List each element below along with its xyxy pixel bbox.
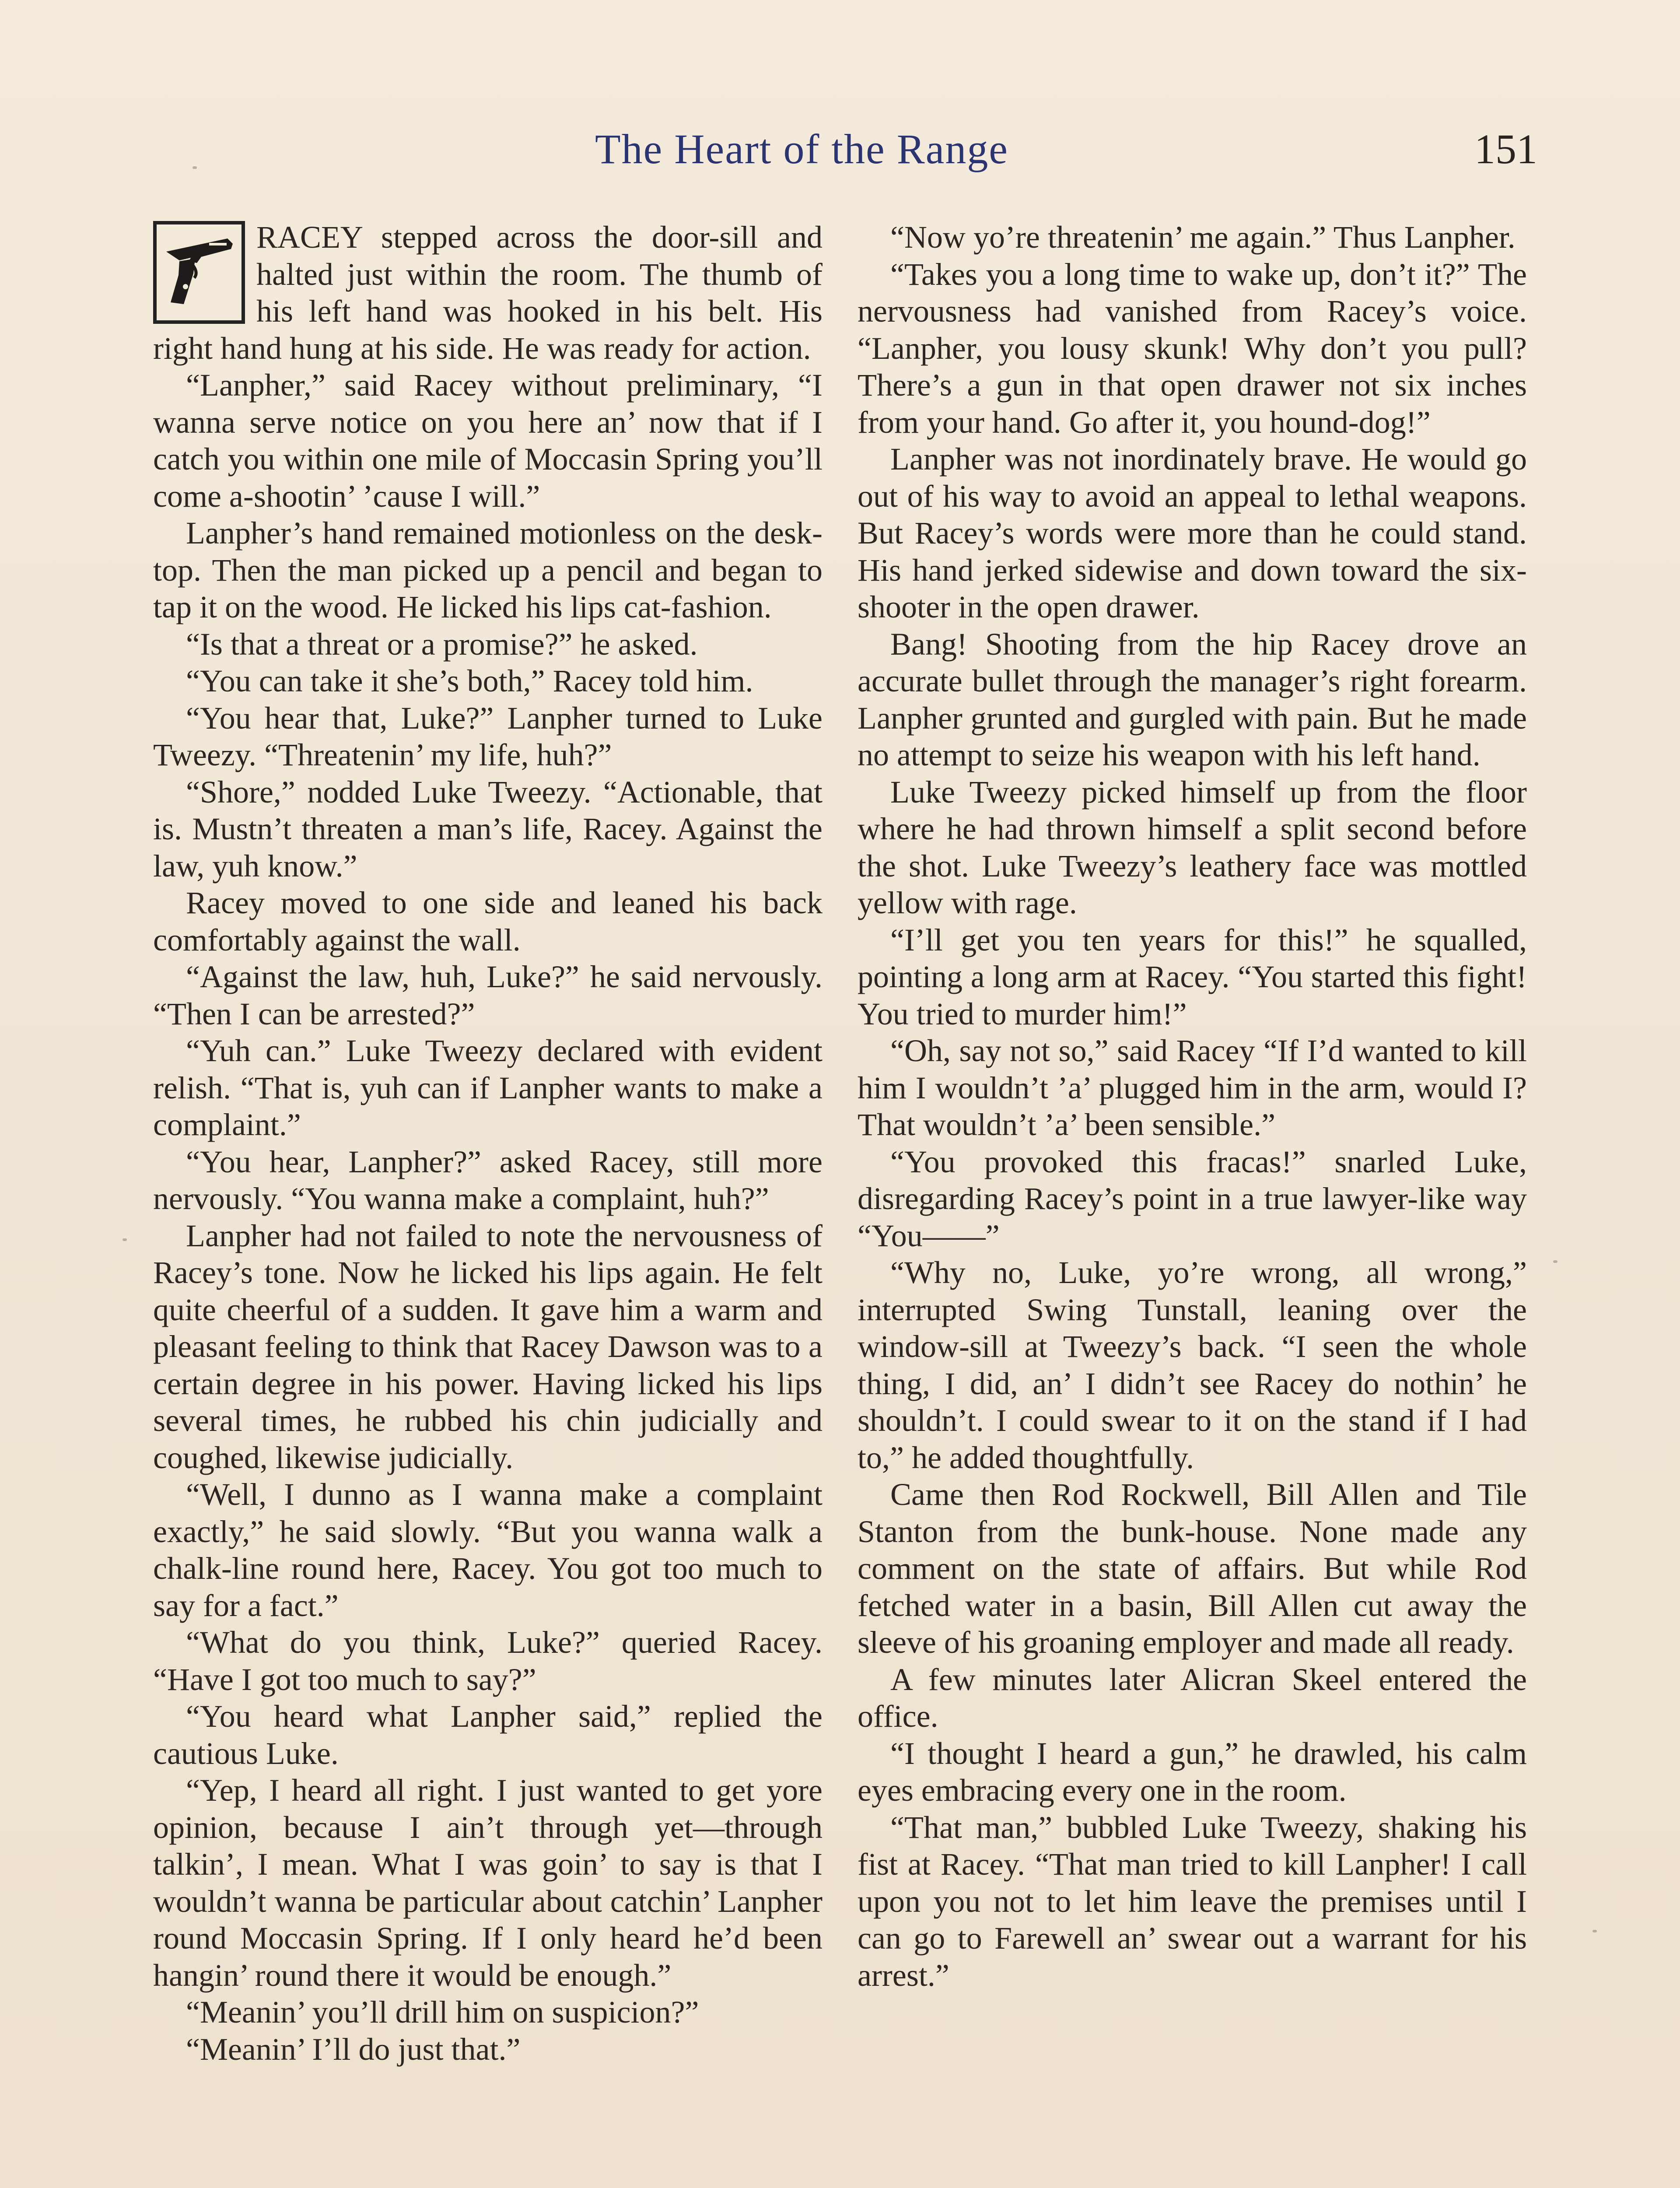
paragraph: Lanpher’s hand remained motionless on the desk-top. Then the man picked up a pencil and began to tap it on the wood. He licked his lips cat-fashion. [153, 515, 822, 624]
revolver-icon [153, 221, 245, 324]
paper-speck [122, 1238, 127, 1241]
paragraph: “That man,” bubbled Luke Tweezy, shaking his fist at Racey. “That man tried to kill Lanpher! I call upon you not to let him leave the premises until I can go to Farewell an’ swear out a warrant for his arrest.” [858, 1809, 1527, 1993]
right-column [858, 219, 1527, 1994]
paragraph: “Well, I dunno as I wanna make a complaint exactly,” he said slowly. “But you wanna walk a chalk-line round here, Racey. You got too much to say for a fact.” [153, 1477, 822, 1623]
paper-speck [1553, 1260, 1558, 1263]
paragraph: “You hear that, Luke?” Lanpher turned to Luke Tweezy. “Threatenin’ my life, huh?” [153, 700, 822, 772]
paragraph: Bang! Shooting from the hip Racey drove an accurate bullet through the manager’s right forearm. Lanpher grunted and gurgled with pain. But he made no attempt to seize his weapon with his left hand. [858, 626, 1527, 772]
paragraph: Lanpher had not failed to note the nervousness of Racey’s tone. Now he licked his lips again. He felt quite cheerful of a sudden. It gave him a warm and pleasant feeling to think that Racey Dawson was to a certain degree in his power. Having licked his lips several times, he rubbed his chin judicially and coughed, likewise judicially. [153, 1218, 822, 1475]
paragraph: “You can take it she’s both,” Racey told him. [186, 663, 753, 698]
paragraph: “Takes you a long time to wake up, don’t it?” The nervousness had vanished from Racey’s voice. “Lanpher, you lousy skunk! Why don’t you pull? There’s a gun in that open drawer not six inches from your hand. Go after it, you hound-dog!” [858, 256, 1527, 440]
running-title: The Heart of the Range [595, 126, 1008, 172]
paragraph: Racey moved to one side and leaned his back comfortably against the wall. [153, 885, 822, 957]
paragraph: “Lanpher,” said Racey without preliminary, “I wanna serve notice on you here an’ now that if I catch you within one mile of Moccasin Spring you’ll come a-shootin’ ’cause I will.” [153, 368, 822, 514]
paragraph: “I’ll get you ten years for this!” he squalled, pointing a long arm at Racey. “You started this fight! You tried to murder him!” [858, 922, 1527, 1031]
paragraph: “Now yo’re threatenin’ me again.” Thus Lanpher. [890, 220, 1516, 255]
paragraph: “Yep, I heard all right. I just wanted to get yore opinion, because I ain’t through yet—through talkin’, I mean. What I was goin’ to say is that I wouldn’t wanna be particular about catchin’ Lanpher round Moccasin Spring. If I only heard he’d been hangin’ round there it would be enough.” [153, 1773, 822, 1993]
paragraph: Lanpher was not inordinately brave. He would go out of his way to avoid an appeal to lethal weapons. But Racey’s words were more than he could stand. His hand jerked sidewise and down toward the six-shooter in the open drawer. [858, 442, 1527, 624]
left-column [153, 219, 822, 2068]
paragraph: “Shore,” nodded Luke Tweezy. “Actionable, that is. Mustn’t threaten a man’s life, Racey. Against the law, yuh know.” [153, 774, 822, 884]
page-number: 151 [1474, 126, 1537, 172]
page-header [0, 125, 1680, 186]
paper-speck [1592, 1930, 1597, 1932]
paragraph: “You heard what Lanpher said,” replied the cautious Luke. [153, 1699, 822, 1771]
paragraph: “Meanin’ I’ll do just that.” [186, 2031, 521, 2067]
paragraph: RACEY stepped across the door-sill and halted just within the room. The thumb of his left hand was hooked in his belt. His right hand hung at his side. He was ready for action. [153, 220, 822, 366]
paragraph: Came then Rod Rockwell, Bill Allen and Tile Stanton from the bunk-house. None made any comment on the state of affairs. But while Rod fetched water in a basin, Bill Allen cut away the sleeve of his groaning employer and made all ready. [858, 1477, 1527, 1660]
paragraph: “Meanin’ you’ll drill him on suspicion?” [186, 1995, 699, 2030]
paragraph: “I thought I heard a gun,” he drawled, his calm eyes embracing every one in the room. [858, 1736, 1527, 1808]
paragraph: Luke Tweezy picked himself up from the floor where he had thrown himself a split second before the shot. Luke Tweezy’s leathery face was mottled yellow with rage. [858, 774, 1527, 920]
paragraph: “You hear, Lanpher?” asked Racey, still more nervously. “You wanna make a complaint, huh?” [153, 1144, 822, 1216]
paragraph: “Yuh can.” Luke Tweezy declared with evident relish. “That is, yuh can if Lanpher wants to make a complaint.” [153, 1033, 822, 1142]
paragraph: “You provoked this fracas!” snarled Luke, disregarding Racey’s point in a true lawyer-like way “You——” [858, 1144, 1527, 1253]
paragraph: “Against the law, huh, Luke?” he said nervously. “Then I can be arrested?” [153, 959, 822, 1031]
paragraph: “Is that a threat or a promise?” he asked. [186, 626, 698, 662]
paragraph: “Oh, say not so,” said Racey “If I’d wanted to kill him I wouldn’t ’a’ plugged him in the arm, would I? That wouldn’t ’a’ been sensible.” [858, 1033, 1527, 1142]
paragraph: A few minutes later Alicran Skeel entered the office. [858, 1662, 1527, 1734]
paragraph: “What do you think, Luke?” queried Racey. “Have I got too much to say?” [153, 1625, 822, 1697]
paper-speck [192, 166, 197, 169]
paragraph: “Why no, Luke, yo’re wrong, all wrong,” interrupted Swing Tunstall, leaning over the window-sill at Tweezy’s back. “I seen the whole thing, I did, an’ I didn’t see Racey do nothin’ he shouldn’t. I could swear to it on the stand if I had to,” he added thoughtfully. [858, 1255, 1527, 1475]
